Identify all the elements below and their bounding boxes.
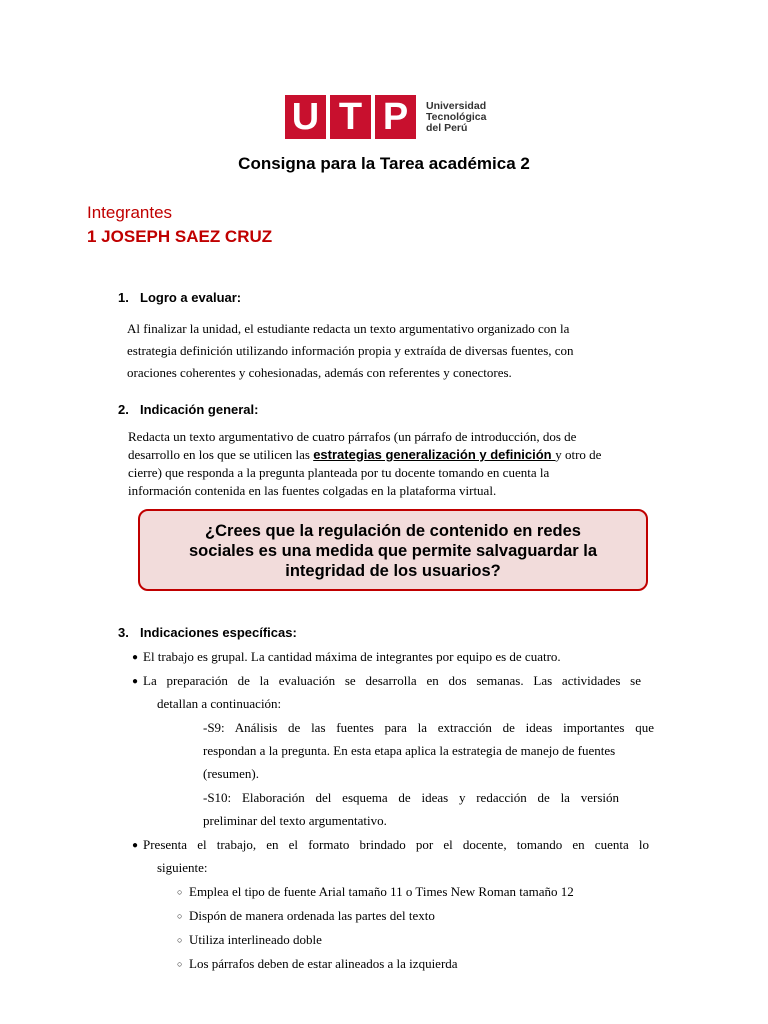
team-member: 1 JOSEPH SAEZ CRUZ (87, 227, 273, 246)
bullet-text: La preparación de la evaluación se desarrolla en dos semanas. Las actividades se (143, 673, 641, 688)
sub-item: Dispón de manera ordenada las partes del texto (189, 908, 435, 923)
bullet-text: siguiente: (157, 860, 208, 875)
bullet-icon: ● (132, 840, 139, 851)
logo-wordmark (426, 101, 486, 134)
strategies-highlight: estrategias generalización y definición (313, 447, 556, 462)
team-heading: Integrantes (87, 203, 173, 222)
bullet-icon: ● (132, 676, 139, 687)
logo-text-line: Universidad (426, 99, 487, 112)
sub-bullet-icon: ○ (177, 911, 183, 921)
logo-letter-u: U (285, 95, 326, 139)
bullet-text: detallan a continuación: (157, 696, 282, 711)
question-line: ¿Crees que la regulación de contenido en redes (205, 522, 581, 540)
s10-text: preliminar del texto argumentativo. (203, 813, 387, 828)
section-1-line: estrategia definición utilizando información propia y extraída de diversas fuentes, con (127, 343, 574, 358)
logo-letter-p: P (375, 95, 416, 139)
utp-logo (285, 95, 486, 139)
bullet-text: El trabajo es grupal. La cantidad máxima de integrantes por equipo es de cuatro. (143, 649, 561, 664)
logo-letter-t: T (330, 95, 371, 139)
section-title: Indicación general: (140, 402, 259, 417)
sub-bullet-icon: ○ (177, 935, 183, 945)
sub-item: Utiliza interlineado doble (189, 932, 322, 947)
section-2-line (128, 447, 601, 463)
section-title: Logro a evaluar: (140, 290, 242, 305)
section-1-heading (118, 290, 241, 305)
page-title: Consigna para la Tarea académica 2 (238, 154, 530, 173)
section-3-heading (118, 625, 297, 640)
section-number: 1. (118, 290, 129, 305)
s9-text: respondan a la pregunta. En esta etapa aplica la estrategia de manejo de fuentes (203, 743, 616, 758)
logo-letters (285, 95, 420, 139)
section-title: Indicaciones específicas: (140, 625, 297, 640)
section-1-line: oraciones coherentes y cohesionadas, además con referentes y conectores. (127, 365, 512, 380)
logo-text-line: Tecnológica (426, 110, 487, 123)
s9-text: -S9: Análisis de las fuentes para la extracción de ideas importantes que (203, 720, 654, 735)
section-2-line: cierre) que responda a la pregunta planteada por tu docente tomando en cuenta la (128, 465, 550, 480)
bullet-icon: ● (132, 652, 139, 663)
section-2-text: desarrollo en los que se utilicen las (128, 447, 314, 462)
section-2-text: y otro de (555, 447, 602, 462)
question-line: integridad de los usuarios? (285, 562, 501, 580)
section-2-line: Redacta un texto argumentativo de cuatro párrafos (un párrafo de introducción, dos de (128, 429, 577, 444)
section-1-line: Al finalizar la unidad, el estudiante redacta un texto argumentativo organizado con la (127, 321, 570, 336)
question-line: sociales es una medida que permite salvaguardar la (188, 542, 598, 560)
question-box (138, 509, 648, 591)
bullet-text: Presenta el trabajo, en el formato brindado por el docente, tomando en cuenta lo (143, 837, 649, 852)
sub-bullet-icon: ○ (177, 887, 183, 897)
sub-bullet-icon: ○ (177, 959, 183, 969)
section-2-line: información contenida en las fuentes colgadas en la plataforma virtual. (128, 483, 497, 498)
logo-text-line: del Perú (426, 121, 468, 134)
section-2-heading (118, 402, 258, 417)
section-number: 3. (118, 625, 129, 640)
s10-text: -S10: Elaboración del esquema de ideas y redacción de la versión (203, 790, 619, 805)
s9-text: (resumen). (203, 766, 259, 781)
sub-item: Los párrafos deben de estar alineados a la izquierda (189, 956, 458, 971)
sub-item: Emplea el tipo de fuente Arial tamaño 11 o Times New Roman tamaño 12 (189, 884, 574, 899)
section-number: 2. (118, 402, 129, 417)
